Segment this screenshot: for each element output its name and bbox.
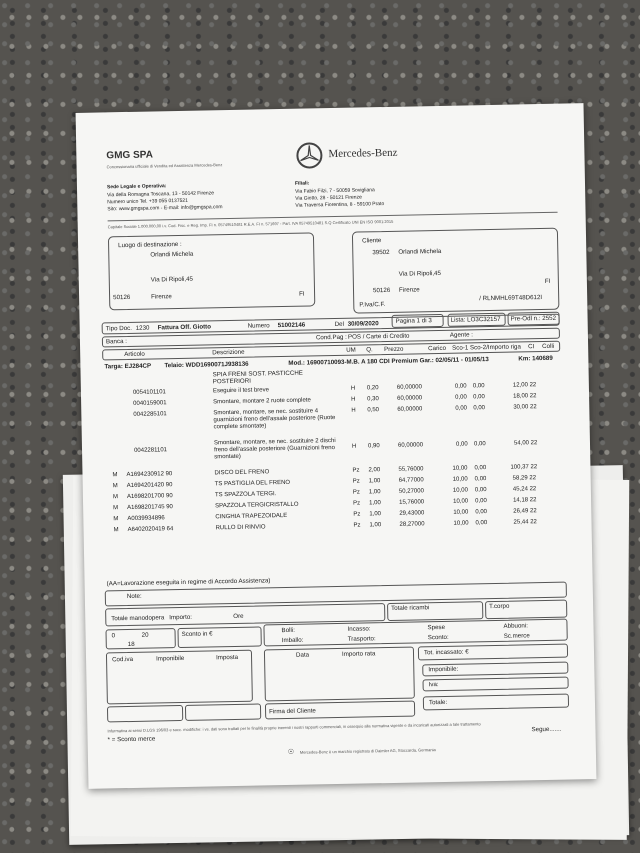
sconto-label: Sconto: xyxy=(427,633,449,642)
payment-value: POS / Carte di Credito xyxy=(347,332,410,341)
trademark-note: Mercedes-Benz è un marchio registrato di Daimler AG, Stoccarda, Germania xyxy=(299,747,436,755)
sede-title: Sede Legale e Operativa: xyxy=(106,183,167,191)
row-sco1: 0,00 xyxy=(454,383,467,390)
continues-label: Segue....... xyxy=(531,725,562,734)
row-amount: 58,29 22 xyxy=(512,475,537,482)
doc-date-label: Del xyxy=(334,320,345,329)
row-desc: SPAZZOLA TERGICRISTALLO xyxy=(215,501,299,510)
row-m: M xyxy=(112,483,118,490)
doc-type-code: 1230 xyxy=(135,324,150,332)
parts-total-label: Totale ricambi xyxy=(391,604,430,612)
vehicle-plate: Targa: EJ284CP xyxy=(104,362,152,371)
vehicle-model: Mod.: 16900710093-M.B. A 180 CDI Premium Gar.: 02/05/11 - 01/05/13 xyxy=(288,356,489,367)
preord-number: Pre-Odl n.: 2552 xyxy=(510,314,557,323)
destination-city: Firenze xyxy=(151,293,172,301)
invoice-page xyxy=(76,103,597,789)
row-amount: 100,37 22 xyxy=(510,464,538,471)
row-amount: 26,49 22 xyxy=(513,508,537,515)
col-prezzo: Prezzo xyxy=(384,345,404,354)
row-um: H xyxy=(351,443,357,450)
row-sco2: 0,00 xyxy=(473,394,485,401)
row-desc: TS SPAZZOLA TERGI. xyxy=(214,491,277,499)
row-um: H xyxy=(351,396,356,403)
labor-hours-label: Ore xyxy=(233,612,244,621)
signature-label: Firma del Cliente xyxy=(269,707,316,716)
doc-number-label: Numero xyxy=(247,322,270,330)
row-price: 50,27000 xyxy=(398,488,424,495)
blank-box-2 xyxy=(185,703,261,720)
row-sco2: 0,00 xyxy=(475,520,488,527)
sede-line: Via della Romagna Toscana, 13 - 50142 Firenze xyxy=(107,190,215,199)
row-price: 28,27000 xyxy=(399,521,425,528)
row-sco2: 0,00 xyxy=(475,498,487,505)
row-code: 0042285101 xyxy=(133,411,167,418)
row-amount: 18,00 22 xyxy=(513,393,537,400)
row-price: 64,77000 xyxy=(398,477,424,484)
client-name: Orlandi Michela xyxy=(398,247,442,256)
row-q: 0,50 xyxy=(367,407,380,414)
list-number: Lista: LO3C32157 xyxy=(450,315,501,324)
discount-label: Sconto in € xyxy=(181,630,213,638)
filiali-title: Filiali: xyxy=(294,180,310,187)
spese-label: Spese xyxy=(427,623,446,632)
client-city: Firenze xyxy=(398,286,420,294)
filiali-line: Via Traversa Fiorentina, 8 - 59100 Prato xyxy=(295,201,385,209)
installment-box xyxy=(264,647,415,702)
col-q: Q. xyxy=(366,346,373,354)
trasporto-label: Trasporto: xyxy=(347,635,376,643)
collected-label: Tot. incassato: € xyxy=(423,648,469,657)
row-sco1: 0,00 xyxy=(455,394,467,401)
labor-amount-label: Importo: xyxy=(169,613,193,622)
doc-date: 30/09/2020 xyxy=(347,320,379,328)
row-amount: 45,24 22 xyxy=(512,486,537,493)
row-m: M xyxy=(113,527,119,534)
agent-label: Agente : xyxy=(449,331,474,339)
labor-total-label: Totale manodopera xyxy=(111,614,165,623)
bank-label: Banca : xyxy=(105,337,128,346)
row-um: Pz xyxy=(353,511,361,518)
client-piva: / RLNMHL69T48D612I xyxy=(479,294,543,303)
grand-total-label: Totale: xyxy=(428,698,448,707)
row-q: 0,30 xyxy=(367,396,379,403)
blank-box-1 xyxy=(107,705,183,722)
legal-line: Capitale Sociale 1.000.000,00 i.v. Cod. Fisc. e Reg. Imp. FI n. 05749510481 R.E.A. FI n. 571697 - Part. IVA 05749510481 S.Q Certificato UNI EN ISO 9001:2015 xyxy=(107,218,394,230)
counter-20: 20 xyxy=(141,631,149,639)
vat-code-label: Cod.iva xyxy=(111,655,134,664)
row-um: H xyxy=(351,407,356,414)
row-price: 60,00000 xyxy=(397,395,423,402)
row-q: 1,00 xyxy=(368,489,381,496)
row-sco2: 0,00 xyxy=(473,405,486,412)
row-q: 2,00 xyxy=(368,467,381,474)
row-code: A1698201745 90 xyxy=(127,504,173,512)
row-q: 0,20 xyxy=(366,385,379,392)
client-prov: FI xyxy=(544,277,551,285)
row-price: 15,76000 xyxy=(399,499,425,506)
row-desc: CINGHIA TRAPEZOIDALE xyxy=(215,512,288,521)
row-amount: 12,00 22 xyxy=(512,382,537,389)
row-q: 1,00 xyxy=(368,478,381,485)
sc-merce-label: Sc.merce xyxy=(503,632,530,640)
row-code: A6402020419 64 xyxy=(127,526,174,534)
doc-type-label: Tipo Doc. xyxy=(105,324,133,333)
row-m: M xyxy=(112,494,119,501)
row-code: A1694230912 90 xyxy=(126,471,173,479)
col-ci: CI xyxy=(528,343,535,351)
row-sco1: 10,00 xyxy=(452,476,468,483)
row-amount: 54,00 22 xyxy=(513,440,538,447)
client-label: Cliente xyxy=(362,237,382,245)
destination-cap: 50126 xyxy=(113,293,131,302)
row-sco1: 10,00 xyxy=(452,465,468,472)
company-subtitle: Concessionaria ufficiale di Vendita ed Assistenza Mercedes-Benz xyxy=(106,162,223,170)
row-amount: 30,00 22 xyxy=(513,404,537,411)
installment-amount-label: Importo rata xyxy=(341,650,376,658)
table-row xyxy=(82,433,590,461)
row-m: M xyxy=(113,505,119,512)
small-star-icon: ☉ xyxy=(287,748,295,756)
row-um: Pz xyxy=(352,489,360,496)
row-sco1: 10,00 xyxy=(452,487,468,494)
row-q: 1,00 xyxy=(369,511,382,518)
discount-legend: * = Sconto merce xyxy=(107,735,156,744)
row-q: 1,00 xyxy=(369,500,381,507)
row-price: 55,76000 xyxy=(398,466,424,473)
client-cap: 50126 xyxy=(372,286,391,295)
filiali-line: Via Fabio Filzi, 7 - 50059 Sovigliana xyxy=(295,187,375,195)
vat-taxable-label: Imponibile xyxy=(155,654,185,663)
aa-note: (AA=Lavorazione eseguita in regime di Accordo Assistenza) xyxy=(106,577,271,588)
brand-name: Mercedes-Benz xyxy=(328,146,398,161)
row-q: 0,90 xyxy=(367,443,380,450)
col-descrizione: Descrizione xyxy=(212,348,245,357)
client-code: 39502 xyxy=(372,248,390,257)
destination-street: Via Di Ripoli,45 xyxy=(150,275,194,284)
row-amount: 25,44 22 xyxy=(513,519,537,526)
row-um: Pz xyxy=(353,522,361,529)
row-price: 60,00000 xyxy=(396,384,422,391)
counter-18: 18 xyxy=(127,640,135,649)
row-sco2: 0,00 xyxy=(474,465,487,472)
destination-label: Luogo di destinazione : xyxy=(118,240,182,250)
vehicle-chassis: Telaio: WDD1690071J938136 xyxy=(164,360,249,370)
row-sco1: 0,00 xyxy=(455,405,468,412)
row-price: 29,43000 xyxy=(399,510,425,517)
counter-0: 0 xyxy=(111,632,116,640)
row-um: Pz xyxy=(353,500,361,507)
mercedes-star-icon xyxy=(296,142,322,168)
row-sco1: 10,00 xyxy=(453,520,469,527)
row-code: A0039934896 xyxy=(127,515,165,523)
row-sco2: 0,00 xyxy=(475,509,488,516)
doc-number: 51002146 xyxy=(277,321,306,330)
col-sconto: Sco-1 Sco-2/Importo riga xyxy=(452,343,521,352)
row-sco2: 0,00 xyxy=(474,476,487,483)
row-um: H xyxy=(350,385,356,392)
row-desc: Smontare, montare, se nec. sostituire 4 guarnizioni freno dell'assale posteriore (Ruote complete smontate) xyxy=(213,408,336,431)
sede-line: Numero unico Tel. +39 055 0137521 xyxy=(107,197,188,206)
row-sco2: 0,00 xyxy=(474,487,487,494)
row-sco2: 0,00 xyxy=(473,441,486,448)
row-um: Pz xyxy=(352,467,360,474)
filiali-line: Via Giotto, 28 - 50121 Firenze xyxy=(295,194,362,202)
row-code: 0040159001 xyxy=(133,400,167,407)
row-code: A1698201700 90 xyxy=(126,493,173,501)
client-street: Via Di Ripoli,45 xyxy=(398,269,441,278)
bolli-label: Bolli: xyxy=(281,626,296,635)
vat-total-label: Iva: xyxy=(428,681,439,689)
row-m: M xyxy=(112,472,118,479)
incasso-label: Incasso: xyxy=(347,625,371,633)
row-desc: Smontare, montare 2 ruote complete xyxy=(213,397,311,406)
row-price: 60,00000 xyxy=(397,442,424,449)
doc-type-name: Fattura Off. Giotto xyxy=(157,323,212,332)
row-um: Pz xyxy=(352,478,360,485)
col-articolo: Articolo xyxy=(124,350,145,359)
row-desc: DISCO DEL FRENO xyxy=(214,469,270,477)
privacy-note: Informativa ai sensi D.LGS 196/03 e succ. modifiche: i vs. dati sono trattati per le finalità proprie inerenti i nostri rapporti commerciali, in ossequio alla normativa vigente e da incaricati autorizzati a tale trattamento xyxy=(107,721,481,734)
vat-total-box xyxy=(422,677,568,692)
row-sco2: 0,00 xyxy=(472,383,485,390)
abbuoni-label: Abbuoni: xyxy=(503,622,528,630)
destination-name: Orlandi Michela xyxy=(150,250,194,259)
row-code: 0042281101 xyxy=(133,447,168,454)
row-amount: 14,18 22 xyxy=(513,497,537,504)
taxable-total-label: Imponibile: xyxy=(428,665,459,674)
notes-label: Note: xyxy=(126,592,142,601)
row-desc: Smontare, montare, se nec. sostituire 2 dischi freno dell'assale posteriore (Guarnizioni freno smontate) xyxy=(213,438,336,461)
row-sco1: 10,00 xyxy=(453,498,469,505)
row-desc: Eseguire il test breve xyxy=(212,387,270,395)
row-code: 0054101101 xyxy=(132,389,166,396)
tcorpo-label: T.corpo xyxy=(489,602,510,611)
col-carico: Carico xyxy=(428,344,447,353)
payment-label: Cond.Pag : xyxy=(315,333,347,342)
col-colli: Colli xyxy=(542,342,555,351)
destination-prov: FI xyxy=(299,290,305,298)
row-code: A1694201420 90 xyxy=(126,482,173,490)
page-number: Pagina 1 di 3 xyxy=(395,317,432,325)
vat-tax-label: Imposta xyxy=(215,653,239,662)
row-sco1: 10,00 xyxy=(453,509,469,516)
row-desc: TS PASTIGLIA DEL FRENO xyxy=(214,479,291,488)
col-um: UM xyxy=(346,346,356,354)
row-sco1: 0,00 xyxy=(455,441,468,448)
installment-date-label: Data xyxy=(295,651,310,659)
row-q: 1,00 xyxy=(369,522,382,529)
sede-line: Sito: www.gmgspa.com - E-mail: info@gmgspa.com xyxy=(107,204,223,213)
row-m: M xyxy=(113,516,119,523)
client-piva-label: P.Iva/C.F. xyxy=(359,301,386,309)
vehicle-km: Km: 140689 xyxy=(518,354,553,363)
imballo-label: Imballo: xyxy=(281,636,304,645)
row-desc: RULLO DI RINVIO xyxy=(215,524,266,532)
row-price: 60,00000 xyxy=(397,406,423,413)
company-name: GMG SPA xyxy=(106,149,153,162)
section-title: SPIA FRENI SOST. PASTICCHE POSTERIORI xyxy=(212,369,303,386)
